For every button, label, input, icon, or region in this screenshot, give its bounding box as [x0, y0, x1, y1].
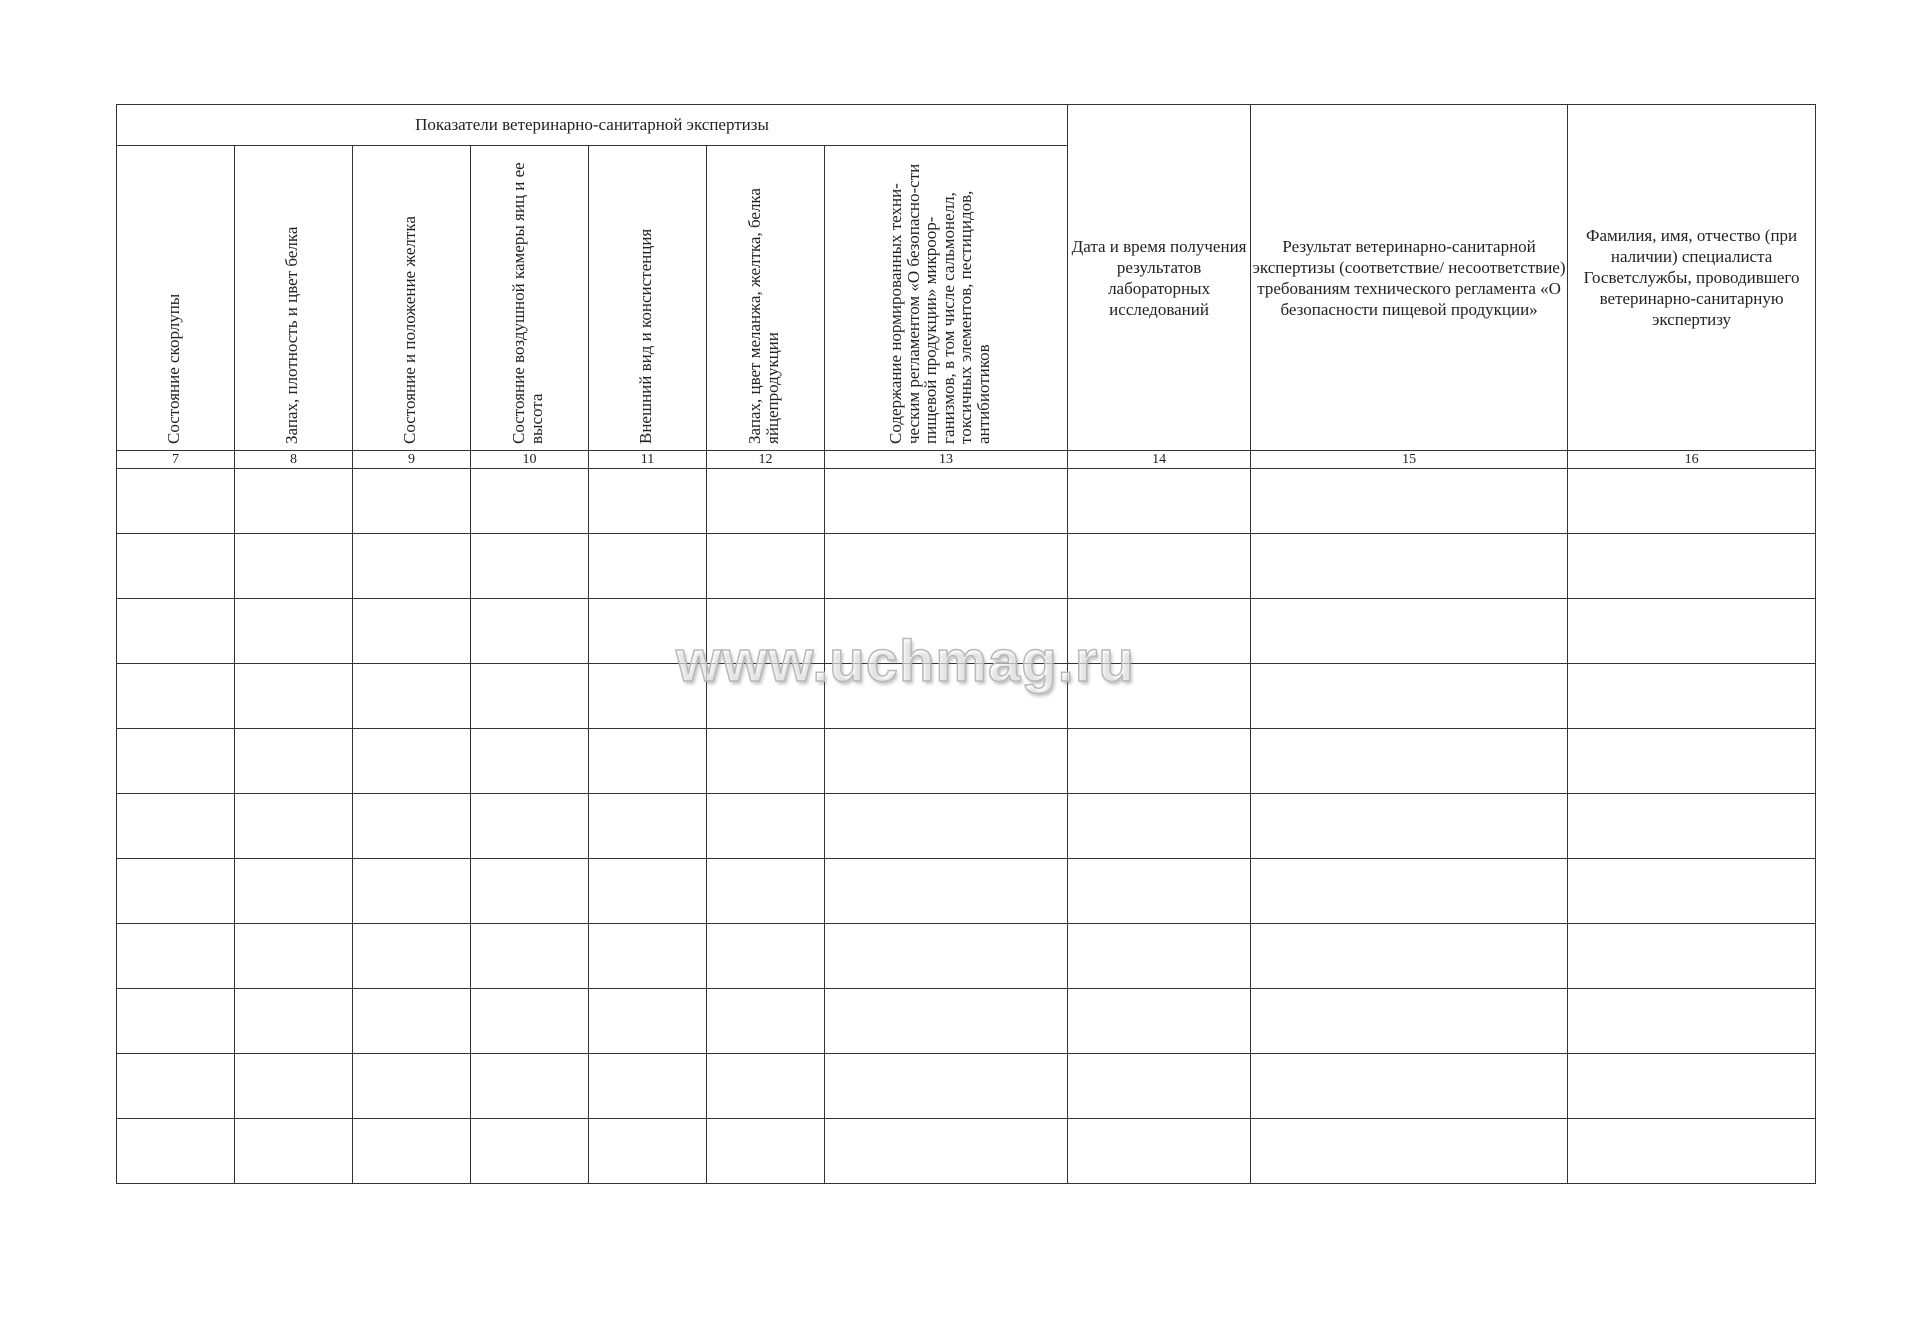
- table-cell[interactable]: [1068, 1119, 1251, 1184]
- table-cell[interactable]: [589, 469, 707, 534]
- table-cell[interactable]: [117, 859, 235, 924]
- table-cell[interactable]: [235, 859, 353, 924]
- table-cell[interactable]: [1251, 664, 1568, 729]
- watermark: www.uchmag.ru: [676, 629, 1135, 694]
- column-number: 14: [1068, 451, 1251, 469]
- table-cell[interactable]: [353, 1054, 471, 1119]
- col-8-label: Запах, плотность и цвет белка: [281, 226, 301, 444]
- table-cell[interactable]: [353, 1119, 471, 1184]
- table-cell[interactable]: [825, 989, 1068, 1054]
- table-cell[interactable]: [1251, 924, 1568, 989]
- table-cell[interactable]: [1068, 534, 1251, 599]
- table-cell[interactable]: [589, 1119, 707, 1184]
- column-number: 7: [117, 451, 235, 469]
- table-cell[interactable]: [353, 924, 471, 989]
- table-row: [117, 794, 1816, 859]
- table-row: [117, 1054, 1816, 1119]
- col-12-header: [707, 146, 825, 451]
- table-cell[interactable]: [235, 534, 353, 599]
- table-cell[interactable]: [707, 794, 825, 859]
- table-cell[interactable]: [235, 989, 353, 1054]
- table-cell[interactable]: [825, 794, 1068, 859]
- table-cell[interactable]: [235, 1119, 353, 1184]
- table-cell[interactable]: [825, 469, 1068, 534]
- table-cell[interactable]: [1068, 729, 1251, 794]
- table-cell[interactable]: [825, 924, 1068, 989]
- table-cell[interactable]: [589, 924, 707, 989]
- table-cell[interactable]: [235, 924, 353, 989]
- table-cell[interactable]: [1251, 729, 1568, 794]
- table-cell[interactable]: [1251, 989, 1568, 1054]
- table-cell[interactable]: [1568, 989, 1816, 1054]
- col-16-header: [1568, 105, 1816, 451]
- table-cell[interactable]: [1251, 859, 1568, 924]
- table-row: [117, 534, 1816, 599]
- col-15-header: [1251, 105, 1568, 451]
- table-cell[interactable]: [117, 1054, 235, 1119]
- table-row: [117, 469, 1816, 534]
- table-cell[interactable]: [1251, 599, 1568, 664]
- col-9-label: Состояние и положение желтка: [399, 216, 419, 444]
- table-cell[interactable]: [471, 989, 589, 1054]
- table-cell[interactable]: [707, 599, 825, 664]
- table-cell[interactable]: [1568, 729, 1816, 794]
- table-cell[interactable]: [707, 1119, 825, 1184]
- column-number: 13: [825, 451, 1068, 469]
- column-number: 15: [1251, 451, 1568, 469]
- table-cell[interactable]: [589, 599, 707, 664]
- table-cell[interactable]: [1068, 924, 1251, 989]
- table-cell[interactable]: [471, 469, 589, 534]
- col-16-label: Фамилия, имя, отчество (при наличии) специалиста Госветслужбы, проводившего ветеринарно-санитарную экспертизу: [1583, 226, 1800, 329]
- table-cell[interactable]: [1568, 924, 1816, 989]
- col-11-label: Внешний вид и консистенция: [635, 228, 655, 444]
- table-cell[interactable]: [707, 924, 825, 989]
- table-cell[interactable]: [707, 989, 825, 1054]
- table-cell[interactable]: [1568, 534, 1816, 599]
- table-row: [117, 859, 1816, 924]
- table-cell[interactable]: [825, 1119, 1068, 1184]
- column-number-row: [117, 451, 1816, 469]
- col-7-header: [117, 146, 235, 451]
- col-15-label: Результат ветеринарно-санитарной экспертизы (соответствие/ несоответствие) требованиям технического регламента «О безопасности пищевой продукции»: [1252, 236, 1566, 319]
- table-cell[interactable]: [471, 859, 589, 924]
- table-cell[interactable]: [471, 599, 589, 664]
- group-header: Показатели ветеринарно-санитарной экспертизы: [117, 105, 1068, 146]
- column-number: 9: [353, 451, 471, 469]
- table-cell[interactable]: [117, 794, 235, 859]
- table-cell[interactable]: [707, 664, 825, 729]
- table-cell[interactable]: [707, 1054, 825, 1119]
- table-cell[interactable]: [1068, 599, 1251, 664]
- column-number: 10: [471, 451, 589, 469]
- table-cell[interactable]: [589, 664, 707, 729]
- table-cell[interactable]: [471, 1054, 589, 1119]
- table-cell[interactable]: [235, 664, 353, 729]
- table-cell[interactable]: [117, 534, 235, 599]
- table-row: [117, 599, 1816, 664]
- table-cell[interactable]: [589, 1054, 707, 1119]
- table-cell[interactable]: [1068, 1054, 1251, 1119]
- table-cell[interactable]: [1568, 794, 1816, 859]
- table-cell[interactable]: [1568, 469, 1816, 534]
- table-cell[interactable]: [235, 469, 353, 534]
- table-cell[interactable]: [471, 924, 589, 989]
- table-cell[interactable]: [1568, 599, 1816, 664]
- col-8-header: [235, 146, 353, 451]
- table-cell[interactable]: [1251, 469, 1568, 534]
- table-cell[interactable]: [1568, 664, 1816, 729]
- table-cell[interactable]: [471, 534, 589, 599]
- table-cell[interactable]: [1251, 1119, 1568, 1184]
- table-row: [117, 729, 1816, 794]
- col-13-label: Содержание нормированных техни-ческим регламентом «О безопасно-сти пищевой продукции» микроор-ганизмов, в том числе сальмонелл, токсичных элементов, пестицидов, антибиотиков: [886, 163, 993, 444]
- table-cell[interactable]: [117, 989, 235, 1054]
- col-14-header: [1068, 105, 1251, 451]
- table-cell[interactable]: [1068, 989, 1251, 1054]
- table-cell[interactable]: [117, 599, 235, 664]
- table-cell[interactable]: [117, 729, 235, 794]
- table-row: [117, 989, 1816, 1054]
- table-cell[interactable]: [1251, 1054, 1568, 1119]
- table-cell[interactable]: [471, 1119, 589, 1184]
- table-cell[interactable]: [353, 664, 471, 729]
- table-cell[interactable]: [825, 599, 1068, 664]
- column-number: 11: [589, 451, 707, 469]
- table-cell[interactable]: [589, 859, 707, 924]
- table-cell[interactable]: [707, 469, 825, 534]
- col-11-header: [589, 146, 707, 451]
- table-cell[interactable]: [117, 664, 235, 729]
- table-cell[interactable]: [1068, 469, 1251, 534]
- table-cell[interactable]: [1568, 1054, 1816, 1119]
- table-cell[interactable]: [589, 729, 707, 794]
- table-cell[interactable]: [707, 859, 825, 924]
- table-cell[interactable]: [235, 599, 353, 664]
- table-cell[interactable]: [707, 729, 825, 794]
- header-row-1: [117, 105, 1816, 146]
- col-13-header: [825, 146, 1068, 451]
- table-cell[interactable]: [117, 1119, 235, 1184]
- col-14-label: Дата и время получения результатов лабораторных исследований: [1071, 236, 1247, 319]
- col-10-header: [471, 146, 589, 451]
- table-cell[interactable]: [471, 729, 589, 794]
- table-cell[interactable]: [1568, 859, 1816, 924]
- table-cell[interactable]: [353, 859, 471, 924]
- table-body: [117, 469, 1816, 1184]
- col-10-label: Состояние воздушной камеры яиц и ее высота: [508, 162, 546, 444]
- col-9-header: [353, 146, 471, 451]
- column-number: 8: [235, 451, 353, 469]
- table-cell[interactable]: [1068, 859, 1251, 924]
- table-cell[interactable]: [235, 1054, 353, 1119]
- table-cell[interactable]: [353, 469, 471, 534]
- table-cell[interactable]: [1068, 664, 1251, 729]
- table-cell[interactable]: [589, 989, 707, 1054]
- table-row: [117, 924, 1816, 989]
- table-cell[interactable]: [825, 664, 1068, 729]
- column-number: 12: [707, 451, 825, 469]
- table-cell[interactable]: [707, 534, 825, 599]
- col-7-label: Состояние скорлупы: [163, 293, 183, 444]
- table-cell[interactable]: [825, 534, 1068, 599]
- table-cell[interactable]: [589, 794, 707, 859]
- table-cell[interactable]: [353, 729, 471, 794]
- table-cell[interactable]: [471, 664, 589, 729]
- table-cell[interactable]: [1568, 1119, 1816, 1184]
- table-cell[interactable]: [1251, 794, 1568, 859]
- table-cell[interactable]: [235, 729, 353, 794]
- table-cell[interactable]: [1068, 794, 1251, 859]
- table-cell[interactable]: [1251, 534, 1568, 599]
- table-row: [117, 664, 1816, 729]
- table-cell[interactable]: [235, 794, 353, 859]
- table-cell[interactable]: [589, 534, 707, 599]
- table-cell[interactable]: [353, 534, 471, 599]
- journal-table: [116, 104, 1816, 1184]
- table-cell[interactable]: [825, 859, 1068, 924]
- table-cell[interactable]: [471, 794, 589, 859]
- table-cell[interactable]: [353, 794, 471, 859]
- table-cell[interactable]: [117, 469, 235, 534]
- table-cell[interactable]: [825, 1054, 1068, 1119]
- table-cell[interactable]: [825, 729, 1068, 794]
- journal-sheet: [116, 104, 1815, 1196]
- col-12-label: Запах, цвет меланжа, желтка, белка яйцепродукции: [744, 188, 782, 444]
- table-cell[interactable]: [353, 989, 471, 1054]
- table-row: [117, 1119, 1816, 1184]
- table-cell[interactable]: [117, 924, 235, 989]
- table-cell[interactable]: [353, 599, 471, 664]
- column-number: 16: [1568, 451, 1816, 469]
